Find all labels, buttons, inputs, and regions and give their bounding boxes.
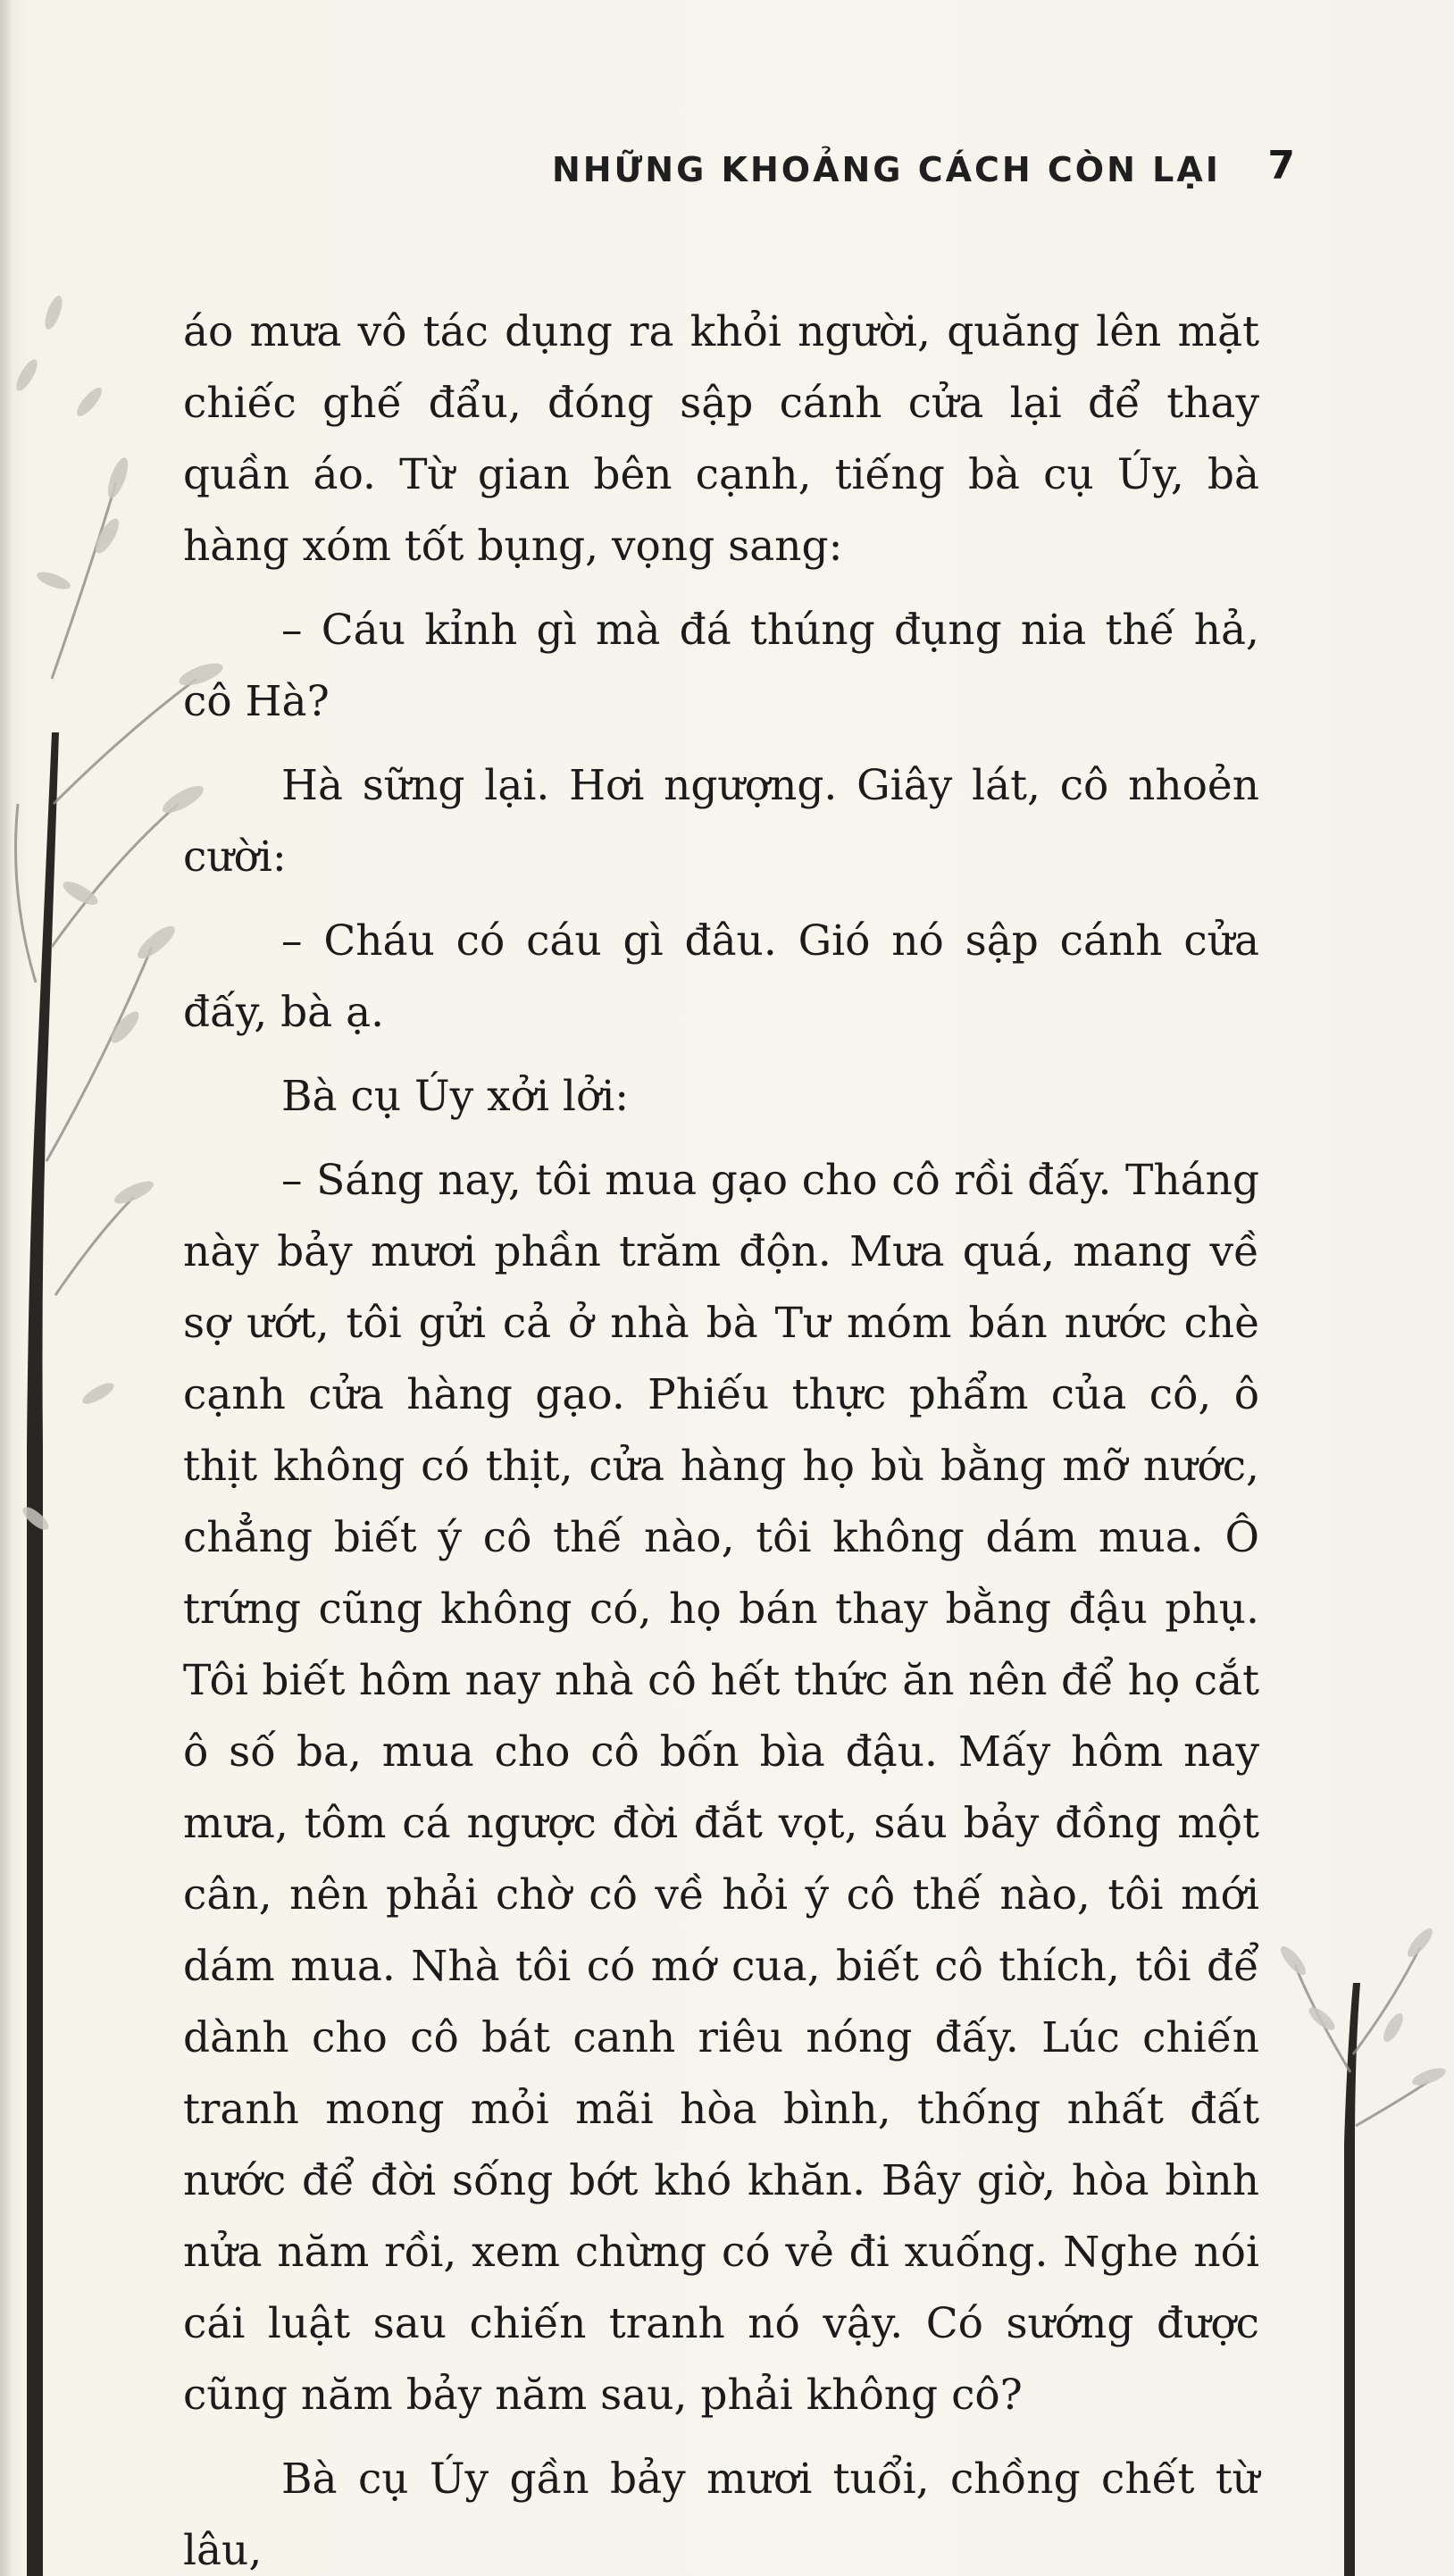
paragraph: – Cáu kỉnh gì mà đá thúng đụng nia thế hả, cô Hà? <box>183 606 1259 726</box>
body-text <box>183 297 1259 2576</box>
paragraph: Hà sững lại. Hơi ngượng. Giây lát, cô nhoẻn cười: <box>183 761 1259 882</box>
running-head <box>552 150 1297 189</box>
paragraph: – Sáng nay, tôi mua gạo cho cô rồi đấy. Tháng này bảy mươi phần trăm độn. Mưa quá, mang về sợ ướt, tôi gửi cả ở nhà bà Tư móm bán nước chè cạnh cửa hàng gạo. Phiếu thực phẩm của cô, ô thịt không có thịt, cửa hàng họ bù bằng mỡ nước, chẳng biết ý cô thế nào, tôi không dám mua. Ô trứng cũng không có, họ bán thay bằng đậu phụ. Tôi biết hôm nay nhà cô hết thức ăn nên để họ cắt ô số ba, mua cho cô bốn bìa đậu. Mấy hôm nay mưa, tôm cá ngược đời đắt vọt, sáu bảy đồng một cân, nên phải chờ cô về hỏi ý cô thế nào, tôi mới dám mua. Nhà tôi có mớ cua, biết cô thích, tôi để dành cho cô bát canh riêu nóng đấy. Lúc chiến tranh mong mỏi mãi hòa bình, thống nhất đất nước để đời sống bớt khó khăn. Bây giờ, hòa bình nửa năm rồi, xem chừng có vẻ đi xuống. Nghe nói cái luật sau chiến tranh nó vậy. Có sướng được cũng năm bảy năm sau, phải không cô? <box>183 1156 1259 2420</box>
page-number: 7 <box>1267 143 1295 188</box>
paragraph: Bà cụ Úy xởi lởi: <box>281 1072 630 1121</box>
paragraph: Bà cụ Úy gần bảy mươi tuổi, chồng chết từ lâu, <box>183 2455 1259 2575</box>
paragraph: áo mưa vô tác dụng ra khỏi người, quăng lên mặt chiếc ghế đẩu, đóng sập cánh cửa lại để thay quần áo. Từ gian bên cạnh, tiếng bà cụ Úy, bà hàng xóm tốt bụng, vọng sang: <box>183 307 1259 571</box>
running-title: NHỮNG KHOẢNG CÁCH CÒN LẠI <box>551 150 1221 189</box>
paragraph: – Cháu có cáu gì đâu. Gió nó sập cánh cửa đấy, bà ạ. <box>183 916 1259 1037</box>
